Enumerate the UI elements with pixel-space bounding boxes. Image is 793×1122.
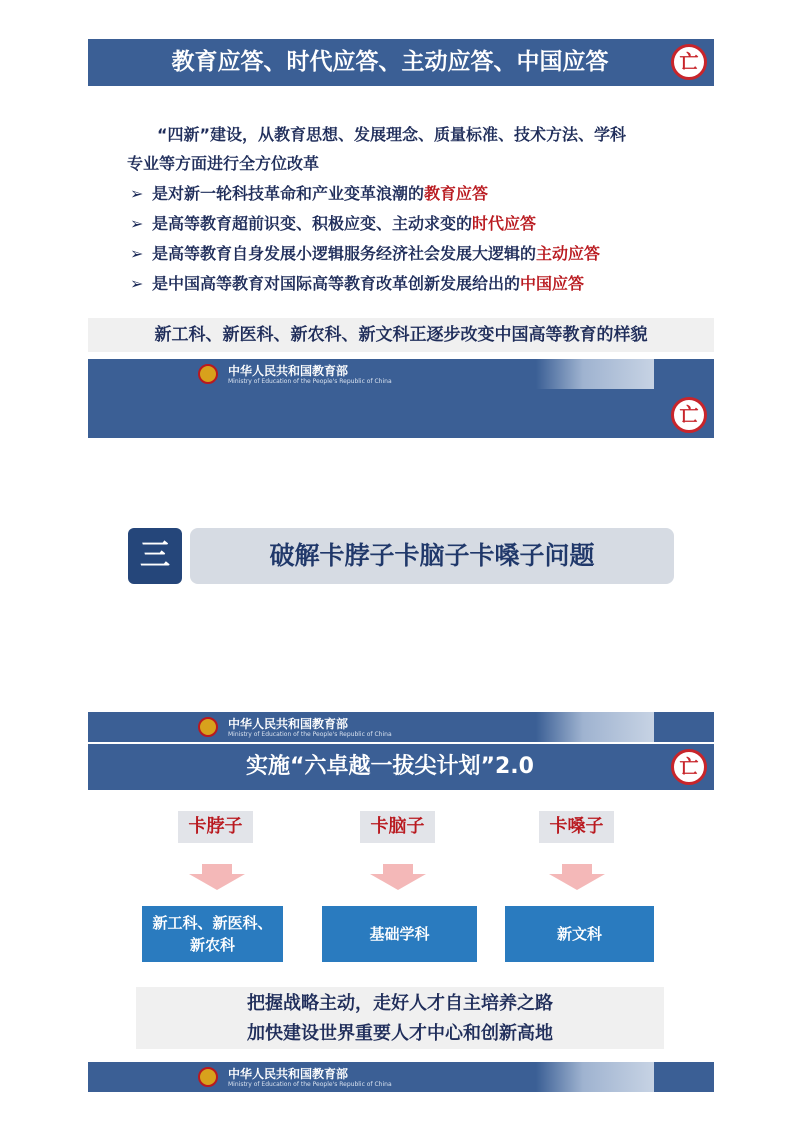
bullet-highlight: 时代应答 bbox=[472, 214, 537, 233]
slide2-title: 实施“六卓越一拔尖计划”2.0 bbox=[246, 754, 534, 779]
building-image bbox=[536, 1062, 654, 1092]
ministry-footer-bar bbox=[88, 1062, 714, 1092]
national-emblem-icon bbox=[198, 364, 218, 384]
national-emblem-icon bbox=[198, 717, 218, 737]
ministry-name: 中华人民共和国教育部 bbox=[228, 364, 349, 378]
slide1-intro-line1: “四新”建设，从教育思想、发展理念、质量标准、技术方法、学科 bbox=[157, 125, 627, 144]
bullet-text: 是中国高等教育对国际高等教育改革创新发展给出的 bbox=[152, 274, 521, 293]
down-arrow-icon bbox=[549, 864, 605, 890]
building-image bbox=[536, 359, 654, 389]
discipline-box bbox=[142, 906, 283, 962]
bullet-text: 是高等教育超前识变、积极应变、主动求变的 bbox=[152, 214, 473, 233]
arrow-bullet-icon: ➢ bbox=[130, 184, 144, 203]
national-emblem-icon bbox=[198, 1067, 218, 1087]
slide1-intro-line2: 专业等方面进行全方位改革 bbox=[127, 154, 320, 173]
slide1-bottom-bar bbox=[88, 389, 714, 438]
bullet-item bbox=[130, 240, 690, 268]
ministry-name: 中华人民共和国教育部 bbox=[228, 1067, 349, 1081]
down-arrow-icon bbox=[370, 864, 426, 890]
bullet-text: 是对新一轮科技革命和产业变革浪潮的 bbox=[152, 184, 425, 203]
bullet-highlight: 中国应答 bbox=[520, 274, 585, 293]
ministry-name-en: Ministry of Education of the People's Republic of China bbox=[228, 1081, 392, 1088]
building-image bbox=[536, 712, 654, 742]
bullet-text: 是高等教育自身发展小逻辑服务经济社会发展大逻辑的 bbox=[152, 244, 537, 263]
bullet-highlight: 主动应答 bbox=[536, 244, 601, 263]
ministry-name-en: Ministry of Education of the People's Republic of China bbox=[228, 378, 392, 385]
bullet-item bbox=[130, 210, 690, 238]
category-label: 卡脖子 bbox=[178, 811, 253, 843]
bullet-highlight: 教育应答 bbox=[424, 184, 489, 203]
slide1-title: 教育应答、时代应答、主动应答、中国应答 bbox=[171, 49, 609, 75]
discipline-box: 基础学科 bbox=[322, 906, 477, 962]
bullet-item bbox=[130, 180, 690, 208]
discipline-box-line: 新农科 bbox=[189, 936, 235, 954]
section-title: 破解卡脖子卡脑子卡嗓子问题 bbox=[269, 541, 595, 570]
slide2-summary-line2: 加快建设世界重要人才中心和创新高地 bbox=[247, 1023, 553, 1044]
university-logo-icon: 亡 bbox=[671, 44, 707, 80]
down-arrow-icon bbox=[189, 864, 245, 890]
section-number: 三 bbox=[128, 528, 182, 584]
ministry-name: 中华人民共和国教育部 bbox=[228, 717, 349, 731]
slide2-summary-line1: 把握战略主动，走好人才自主培养之路 bbox=[247, 993, 553, 1014]
university-logo-icon: 亡 bbox=[671, 749, 707, 785]
ministry-header-bar bbox=[88, 359, 714, 389]
arrow-bullet-icon: ➢ bbox=[130, 274, 144, 293]
slide1-summary-text: 新工科、新医科、新农科、新文科正逐步改变中国高等教育的样貌 bbox=[154, 325, 648, 345]
discipline-box-line: 新工科、新医科、 bbox=[152, 914, 273, 932]
arrow-bullet-icon: ➢ bbox=[130, 244, 144, 263]
discipline-box: 新文科 bbox=[505, 906, 654, 962]
ministry-name-en: Ministry of Education of the People's Republic of China bbox=[228, 731, 392, 738]
arrow-bullet-icon: ➢ bbox=[130, 214, 144, 233]
category-label: 卡脑子 bbox=[360, 811, 435, 843]
category-label: 卡嗓子 bbox=[539, 811, 614, 843]
bullet-item bbox=[130, 270, 690, 298]
ministry-header-bar bbox=[88, 712, 714, 742]
university-logo-icon: 亡 bbox=[671, 397, 707, 433]
